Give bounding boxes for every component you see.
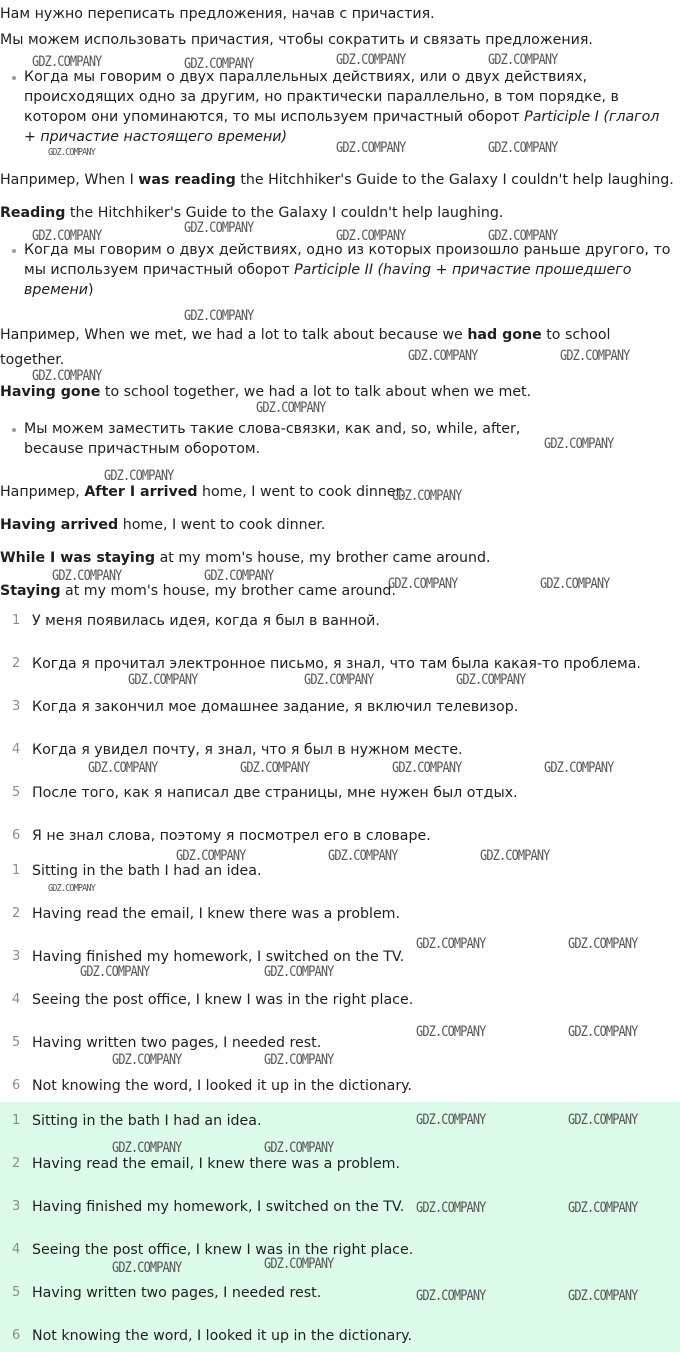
item-text: У меня появилась идея, когда я был в ванной. <box>32 613 380 629</box>
example-4-suffix: at my mom's house, my brother came around. <box>155 550 491 566</box>
example-3b-bold: Having arrived <box>0 517 119 533</box>
translation-item <box>0 783 680 803</box>
rule-2-bullet <box>0 240 676 300</box>
example-3 <box>0 482 676 502</box>
watermark: GDZ.COMPANY <box>568 936 638 952</box>
example-1-bold: was reading <box>138 172 236 188</box>
watermark: GDZ.COMPANY <box>488 140 558 156</box>
item-number: 3 <box>12 699 21 714</box>
item-text: Я не знал слова, поэтому я посмотрел его в словаре. <box>32 828 431 844</box>
answer-item <box>0 904 680 924</box>
watermark: GDZ.COMPANY <box>544 436 614 452</box>
item-text: Sitting in the bath I had an idea. <box>32 863 262 879</box>
watermark: GDZ.COMPANY <box>104 468 174 484</box>
highlighted-answer-item <box>0 1240 680 1260</box>
watermark: GDZ.COMPANY <box>88 760 158 776</box>
item-number: 1 <box>12 613 21 628</box>
watermark: GDZ.COMPANY <box>544 760 614 776</box>
watermark: GDZ.COMPANY <box>488 228 558 244</box>
watermark: GDZ.COMPANY <box>560 348 630 364</box>
example-2-bold: had gone <box>467 327 542 343</box>
example-1b <box>0 203 676 223</box>
item-text: Having finished my homework, I switched on the TV. <box>32 1199 405 1215</box>
intro-line-1: Нам нужно переписать предложения, начав с причастия. <box>0 6 435 22</box>
example-4 <box>0 548 676 568</box>
item-number: 6 <box>12 828 21 843</box>
rule-1-bullet <box>0 67 676 147</box>
watermark: GDZ.COMPANY <box>568 1024 638 1040</box>
item-number: 1 <box>12 863 21 878</box>
watermark: GDZ.COMPANY <box>388 576 458 592</box>
watermark: GDZ.COMPANY <box>392 760 462 776</box>
item-text: Having read the email, I knew there was a problem. <box>32 1156 401 1172</box>
highlighted-answer-item <box>0 1154 680 1174</box>
item-text: Having written two pages, I needed rest. <box>32 1035 322 1051</box>
watermark: GDZ.COMPANY <box>568 1112 638 1128</box>
watermark: GDZ.COMPANY <box>392 488 462 504</box>
watermark: GDZ.COMPANY <box>456 672 526 688</box>
watermark: GDZ.COMPANY <box>416 1112 486 1128</box>
item-number: 1 <box>12 1113 21 1128</box>
rule-1-italic: Participle I (глагол + причастие настоящего времени) <box>24 109 660 145</box>
example-4-bold: While I was staying <box>0 550 156 566</box>
watermark: GDZ.COMPANY <box>480 848 550 864</box>
watermark: GDZ.COMPANY <box>416 936 486 952</box>
example-3-prefix: Например, <box>0 484 85 500</box>
example-1b-bold: Reading <box>0 205 66 221</box>
item-number: 2 <box>12 906 21 921</box>
watermark: GDZ.COMPANY <box>568 1200 638 1216</box>
highlighted-answer-item <box>0 1326 680 1346</box>
translation-item <box>0 611 680 631</box>
watermark: GDZ.COMPANY <box>240 760 310 776</box>
item-text: Когда я прочитал электронное письмо, я знал, что там была какая-то проблема. <box>32 656 641 672</box>
example-1 <box>0 170 676 190</box>
watermark: GDZ.COMPANY <box>408 348 478 364</box>
watermark: GDZ.COMPANY <box>32 54 102 70</box>
item-text: После того, как я написал две страницы, мне нужен был отдых. <box>32 785 518 801</box>
item-number: 4 <box>12 992 21 1007</box>
item-number: 4 <box>12 1242 21 1257</box>
watermark: GDZ.COMPANY <box>304 672 374 688</box>
watermark: GDZ.COMPANY <box>336 52 406 68</box>
item-text: Когда я закончил мое домашнее задание, я включил телевизор. <box>32 699 519 715</box>
rule-2-end: ) <box>88 282 94 298</box>
item-number: 4 <box>12 742 21 757</box>
watermark: GDZ.COMPANY <box>32 228 102 244</box>
watermark: GDZ.COMPANY <box>264 1256 334 1272</box>
watermark: GDZ.COMPANY <box>264 1140 334 1156</box>
watermark: GDZ.COMPANY <box>128 672 198 688</box>
watermark: GDZ.COMPANY <box>176 848 246 864</box>
watermark: GDZ.COMPANY <box>336 140 406 156</box>
example-2-prefix: Например, When we met, we had a lot to talk about because we <box>0 327 468 343</box>
watermark: GDZ.COMPANY <box>264 1052 334 1068</box>
watermark: GDZ.COMPANY <box>112 1052 182 1068</box>
rule-1 <box>0 67 676 147</box>
item-text: Когда я увидел почту, я знал, что я был в нужном месте. <box>32 742 463 758</box>
watermark: GDZ.COMPANY <box>112 1260 182 1276</box>
watermark: GDZ.COMPANY <box>112 1140 182 1156</box>
item-text: Not knowing the word, I looked it up in the dictionary. <box>32 1078 413 1094</box>
example-2-suffix: to school together. <box>0 327 611 368</box>
example-3-bold: After I arrived <box>84 484 198 500</box>
watermark: GDZ.COMPANY <box>488 52 558 68</box>
watermark: GDZ.COMPANY <box>416 1288 486 1304</box>
item-number: 2 <box>12 1156 21 1171</box>
translation-item <box>0 740 680 760</box>
watermark: GDZ.COMPANY <box>184 56 254 72</box>
watermark: GDZ.COMPANY <box>540 576 610 592</box>
watermark: GDZ.COMPANY <box>264 964 334 980</box>
example-3b <box>0 515 676 535</box>
item-text: Seeing the post office, I knew I was in the right place. <box>32 992 414 1008</box>
item-text: Having finished my homework, I switched on the TV. <box>32 949 405 965</box>
answer-item <box>0 1076 680 1096</box>
example-2b-bold: Having gone <box>0 384 101 400</box>
watermark: GDZ.COMPANY <box>80 964 150 980</box>
example-3-suffix: home, I went to cook dinner. <box>197 484 405 500</box>
watermark: GDZ.COMPANY <box>336 228 406 244</box>
example-1-suffix: the Hitchhiker's Guide to the Galaxy I couldn't help laughing. <box>235 172 674 188</box>
item-number: 5 <box>12 1285 21 1300</box>
item-text: Seeing the post office, I knew I was in the right place. <box>32 1242 414 1258</box>
item-number: 6 <box>12 1078 21 1093</box>
item-text: Having read the email, I knew there was a problem. <box>32 906 401 922</box>
watermark: GDZ.COMPANY <box>328 848 398 864</box>
example-1-prefix: Например, When I <box>0 172 139 188</box>
item-number: 3 <box>12 949 21 964</box>
item-text: Not knowing the word, I looked it up in the dictionary. <box>32 1328 413 1344</box>
watermark: GDZ.COMPANY <box>184 220 254 236</box>
item-number: 2 <box>12 656 21 671</box>
item-number: 3 <box>12 1199 21 1214</box>
example-4b-bold: Staying <box>0 583 61 599</box>
item-number: 6 <box>12 1328 21 1343</box>
item-number: 5 <box>12 785 21 800</box>
item-text: Sitting in the bath I had an idea. <box>32 1113 262 1129</box>
watermark: GDZ.COMPANY <box>416 1200 486 1216</box>
watermark: GDZ.COMPANY <box>184 308 254 324</box>
watermark: GDZ.COMPANY <box>416 1024 486 1040</box>
watermark: GDZ.COMPANY <box>32 368 102 384</box>
translation-item <box>0 697 680 717</box>
answer-item <box>0 990 680 1010</box>
rule-1-text: Когда мы говорим о двух параллельных действиях, или о двух действиях, происходящих одно за другим, но практически параллельно, в том порядке, в котором они упоминаются, то мы используем причастный оборот <box>24 69 619 125</box>
answers-highlight-block <box>0 1102 680 1352</box>
example-1b-suffix: the Hitchhiker's Guide to the Galaxy I couldn't help laughing. <box>65 205 504 221</box>
rule-2 <box>0 240 676 300</box>
watermark: GDZ.COMPANY <box>204 568 274 584</box>
watermark: GDZ.COMPANY <box>48 883 95 894</box>
item-text: Having written two pages, I needed rest. <box>32 1285 322 1301</box>
intro-line-2: Мы можем использовать причастия, чтобы сократить и связать предложения. <box>0 32 593 48</box>
watermark: GDZ.COMPANY <box>568 1288 638 1304</box>
example-4b-suffix: at my mom's house, my brother came around. <box>60 583 396 599</box>
translation-item <box>0 826 680 846</box>
rule-3-text: Мы можем заместить такие слова-связки, как and, so, while, after, because причастным оборотом. <box>24 421 521 457</box>
watermark: GDZ.COMPANY <box>52 568 122 584</box>
rule-2-italic: Participle II (having + причастие прошедшего времени <box>24 262 632 298</box>
watermark: GDZ.COMPANY <box>256 400 326 416</box>
example-2b-suffix: to school together, we had a lot to talk about when we met. <box>100 384 532 400</box>
item-number: 5 <box>12 1035 21 1050</box>
watermark: GDZ.COMPANY <box>48 147 95 158</box>
example-3b-suffix: home, I went to cook dinner. <box>118 517 326 533</box>
rule-2-text: Когда мы говорим о двух действиях, одно из которых произошло раньше другого, то мы используем причастный оборот <box>24 242 671 278</box>
